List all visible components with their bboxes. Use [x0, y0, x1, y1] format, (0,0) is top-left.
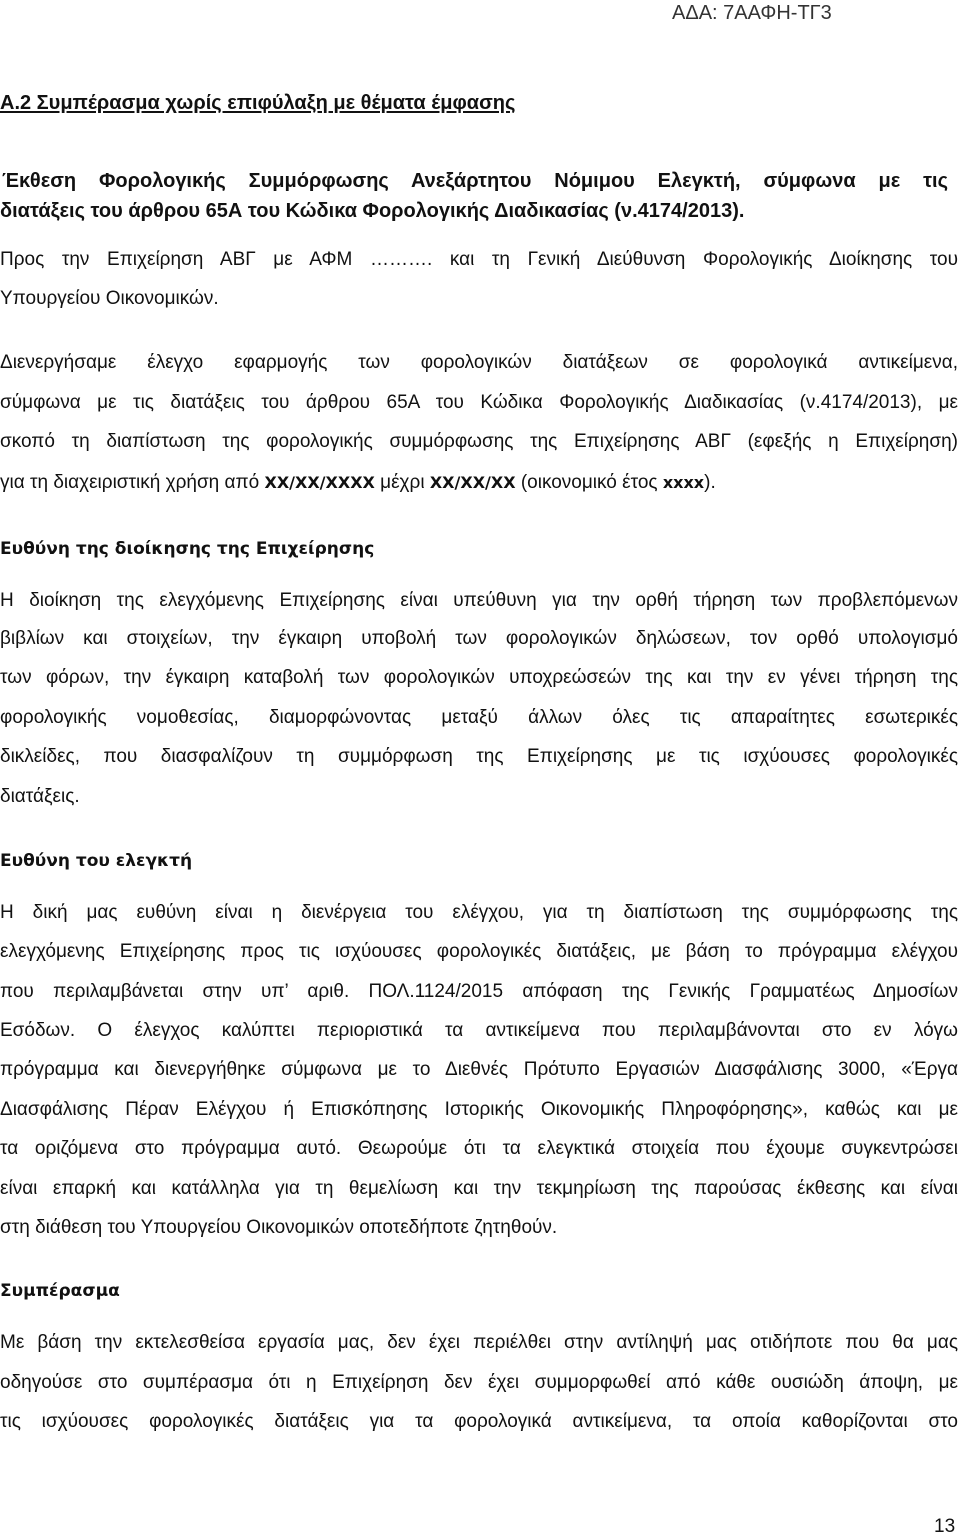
intro-text: μέχρι: [374, 472, 430, 493]
body-line: στη διάθεση του Υπουργείου Οικονομικών οποτεδήποτε ζητηθούν.: [0, 1217, 558, 1238]
body-line: οδηγούσε στο συμπέρασμα ότι η Επιχείρηση δεν έχει συμμορφωθεί από κάθε ουσιώδη άποψη, με: [0, 1372, 958, 1393]
body-line: τις ισχύουσες φορολογικές διατάξεις για τα φορολογικά αντικείμενα, τα οποία καθορίζονται στο: [0, 1411, 958, 1432]
intro-line: σκοπό τη διαπίστωση της φορολογικής συμμόρφωσης της Επιχείρησης ΑΒΓ (εφεξής η Επιχείρηση): [0, 431, 958, 452]
intro-text: για τη διαχειριστική χρήση από: [0, 472, 265, 493]
body-line: Η δική μας ευθύνη είναι η διενέργεια του ελέγχου, για τη διαπίστωση της συμμόρφωσης της: [0, 902, 958, 923]
body-line: φορολογικής νομοθεσίας, διαμορφώνοντας μεταξύ άλλων όλες τις απαραίτητες εσωτερικές: [0, 707, 958, 728]
intro-line: Διενεργήσαμε έλεγχο εφαρμογής των φορολογικών διατάξεων σε φορολογικά αντικείμενα,: [0, 352, 958, 373]
report-title-line: διατάξεις του άρθρου 65Α του Κώδικα Φορολογικής Διαδικασίας (ν.4174/2013).: [0, 200, 745, 222]
page-number: 13: [934, 1516, 956, 1537]
body-line: Με βάση την εκτελεσθείσα εργασία μας, δεν έχει περιέλθει στην αντίληψή μας οτιδήποτε που θα μας: [0, 1332, 958, 1353]
body-line: διατάξεις.: [0, 786, 80, 807]
intro-text: ).: [704, 472, 716, 493]
intro-period-line: [0, 471, 958, 495]
section-heading: Ευθύνη του ελεγκτή: [0, 851, 193, 871]
period-from: XX/XX/XXXX: [264, 473, 375, 492]
body-line: είναι επαρκή και κατάλληλα για τη θεμελίωση και την τεκμηρίωση της παρούσας έκθεσης και είναι: [0, 1178, 958, 1199]
section-heading: Ευθύνη της διοίκησης της Επιχείρησης: [0, 539, 375, 559]
ada-header: ΑΔΑ: 7ΑΑΦΗ-ΤΓ3: [672, 2, 832, 24]
section-heading: Συμπέρασμα: [0, 1281, 120, 1301]
body-line: πρόγραμμα και διενεργήθηκε σύμφωνα με το Διεθνές Πρότυπο Εργασιών Διασφάλισης 3000, «Έργα: [0, 1059, 958, 1080]
report-title-line: Έκθεση Φορολογικής Συμμόρφωσης Ανεξάρτητου Νόμιμου Ελεγκτή, σύμφωνα με τις: [2, 170, 948, 192]
addressee-line: Υπουργείου Οικονομικών.: [0, 288, 219, 309]
body-line: ελεγχόμενης Επιχείρησης προς τις ισχύουσες φορολογικές διατάξεις, με βάση το πρόγραμμα ελέγχου: [0, 941, 958, 962]
body-line: που περιλαμβάνεται στην υπ’ αριθ. ΠΟΛ.1124/2015 απόφαση της Γενικής Γραμματέως Δημοσίων: [0, 981, 958, 1002]
section-title: Α.2 Συμπέρασμα χωρίς επιφύλαξη με θέματα έμφασης: [0, 92, 516, 114]
body-line: βιβλίων και στοιχείων, την έγκαιρη υποβολή των φορολογικών δηλώσεων, τον ορθό υπολογισμό: [0, 628, 958, 649]
period-to: XX/XX/XX: [429, 473, 516, 492]
body-line: τα οριζόμενα στο πρόγραμμα αυτό. Θεωρούμε ότι τα ελεγκτικά στοιχεία που έχουμε συγκεντρώσει: [0, 1138, 958, 1159]
body-line: δικλείδες, που διασφαλίζουν τη συμμόρφωση της Επιχείρησης με τις ισχύουσες φορολογικές: [0, 746, 958, 767]
intro-line: σύμφωνα με τις διατάξεις του άρθρου 65Α του Κώδικα Φορολογικής Διαδικασίας (ν.4174/2013), με: [0, 392, 958, 413]
fiscal-year: xxxx: [662, 473, 705, 492]
body-line: των φόρων, την έγκαιρη καταβολή των φορολογικών υποχρεώσεών της και την εν γένει τήρηση της: [0, 667, 958, 688]
body-line: Διασφάλισης Πέραν Ελέγχου ή Επισκόπησης Ιστορικής Οικονομικής Πληροφόρησης», καθώς και με: [0, 1099, 958, 1120]
addressee-line: Προς την Επιχείρηση ΑΒΓ με ΑΦΜ ………. και τη Γενική Διεύθυνση Φορολογικής Διοίκησης του: [0, 249, 958, 270]
intro-text: (οικονομικό έτος: [515, 472, 663, 493]
body-line: Η διοίκηση της ελεγχόμενης Επιχείρησης είναι υπεύθυνη για την ορθή τήρηση των προβλεπόμενων: [0, 590, 958, 611]
body-line: Εσόδων. Ο έλεγχος καλύπτει περιοριστικά τα αντικείμενα που περιλαμβάνονται στο εν λόγω: [0, 1020, 958, 1041]
